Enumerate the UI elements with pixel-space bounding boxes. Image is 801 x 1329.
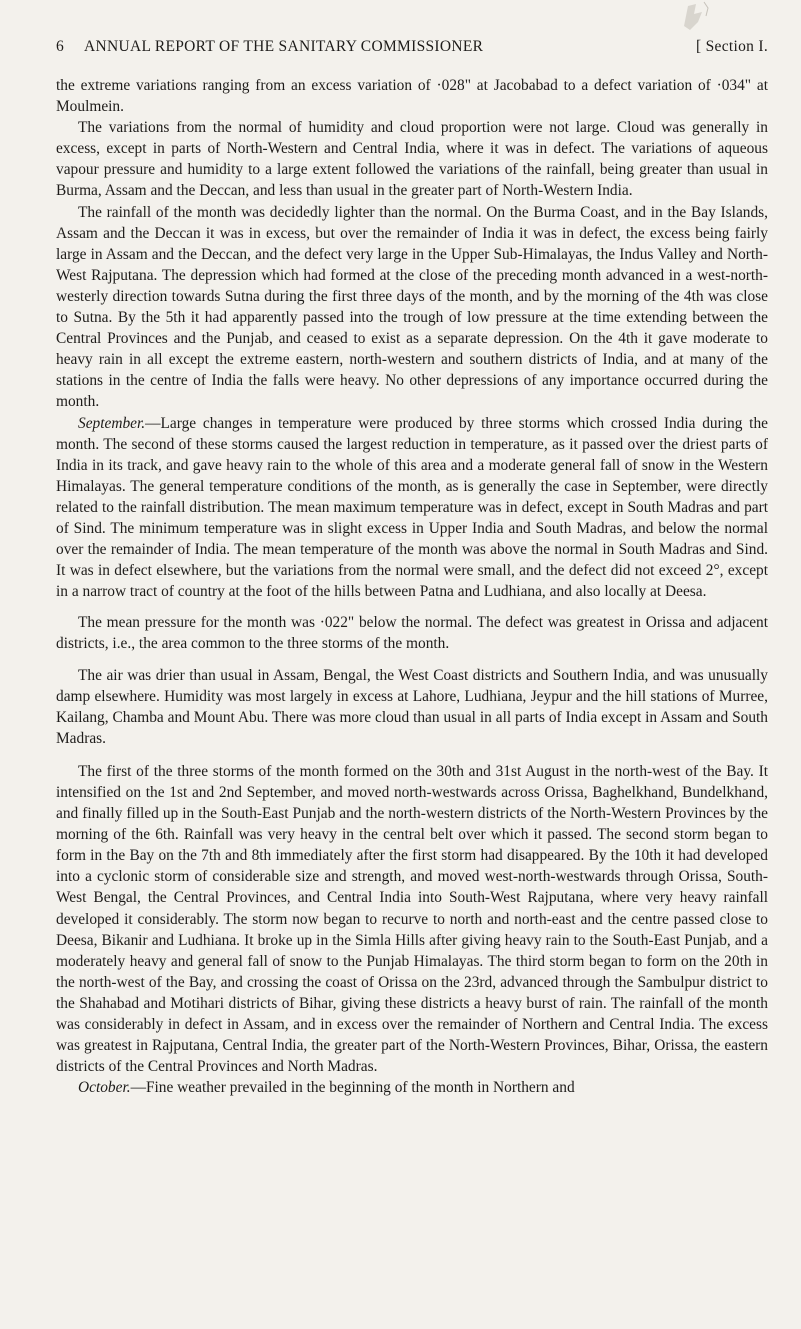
section-label: [ Section I. bbox=[695, 38, 768, 55]
paragraph: the extreme variations ranging from an excess variation of ·028" at Jacobabad to a defect variation of ·034" at Moulmein. bbox=[56, 77, 768, 116]
body-text bbox=[56, 75, 768, 1098]
month-heading: September. bbox=[78, 414, 146, 432]
paragraph: The rainfall of the month was decidedly lighter than the normal. On the Burma Coast, and in the Bay Islands, Assam and the Deccan it was in excess, but over the remainder of India it was in defect, the excess being fairly large in Assam and the Deccan, and the defect very large in the Upper Sub-Himalayas, the Indus Valley and North-West Rajputana. The depression which had formed at the close of the preceding month advanced in a west-north-westerly direction towards Sutna during the first three days of the month, and by the morning of the 4th was close to Sutna. By the 5th it had apparently passed into the trough of low pressure at the time extending between the Central Provinces and the Punjab, and ceased to exist as a separate depression. On the 4th it gave moderate to heavy rain in all except the extreme eastern, north-western and southern districts of India, and at many of the stations in the centre of India the falls were heavy. No other depressions of any importance occurred during the month. bbox=[56, 203, 768, 411]
page-header bbox=[56, 38, 768, 62]
month-heading: October. bbox=[78, 1079, 131, 1097]
page-number: 6 bbox=[56, 38, 65, 55]
paragraph: The mean pressure for the month was ·022" below the normal. The defect was greatest in Orissa and adjacent districts, i.e., the area common to the three storms of the month. bbox=[56, 614, 768, 653]
ink-smudge-icon bbox=[670, 0, 730, 40]
paragraph: September.—Large changes in temperature were produced by three storms which crossed India during the month. The second of these storms caused the largest reduction in temperature, as it passed over the driest parts of India in its track, and gave heavy rain to the whole of this area and a moderate general fall of snow in the Western Himalayas. The general temperature conditions of the month, as is generally the case in September, were directly related to the rainfall distribution. The mean maximum temperature was in defect, except in South Madras and part of Sind. The minimum temperature was in slight excess in Upper India and South Madras, and below the normal over the remainder of India. The mean temperature of the month was above the normal in South Madras and Sind. It was in defect elsewhere, but the variations from the normal were small, and the defect did not exceed 2°, except in a narrow tract of country at the foot of the hills between Patna and Ludhiana, and also locally at Deesa. bbox=[56, 414, 768, 601]
paragraph: The first of the three storms of the month formed on the 30th and 31st August in the north-west of the Bay. It intensified on the 1st and 2nd September, and moved north-westwards across Orissa, Baghelkhand, Bundelkhand, and finally filled up in the South-East Punjab and the north-western districts of the North-Western Provinces by the morning of the 6th. Rainfall was very heavy in the central belt over which it passed. The second storm began to form in the Bay on the 7th and 8th immediately after the first storm had disappeared. By the 10th it had developed into a cyclonic storm of considerable size and strength, and moved west-north-westwards through Orissa, South-West Bengal, the Central Provinces, and Central India into South-West Rajputana, where very heavy rainfall developed it considerably. The storm now began to recurve to north and north-east and the centre passed close to Deesa, Bikanir and Ludhiana. It broke up in the Simla Hills after giving heavy rain to the South-East Punjab, and a moderately heavy and general fall of snow to the Punjab Himalayas. The third storm began to form on the 20th in the north-west of the Bay, and crossing the coast of Orissa on the 23rd, advanced through the Sambulpur district to the Shahabad and Motihari districts of Bihar, giving these districts a heavy burst of rain. The rainfall of the month was considerably in defect in Assam, and in excess over the remainder of Northern and Central India. The excess was greatest in Rajputana, Central India, the greater part of the North-Western Provinces, Bihar, Orissa, the eastern districts of the Central Provinces and North Madras. bbox=[56, 762, 768, 1076]
report-title: ANNUAL REPORT OF THE SANITARY COMMISSIONER bbox=[84, 38, 484, 55]
paragraph: The air was drier than usual in Assam, Bengal, the West Coast districts and Southern India, and was unusually damp elsewhere. Humidity was most largely in excess at Lahore, Ludhiana, Jeypur and the hill stations of Murree, Kailang, Chamba and Mount Abu. There was more cloud than usual in all parts of India except in Assam and South Madras. bbox=[56, 666, 768, 747]
paragraph: October.—Fine weather prevailed in the beginning of the month in Northern and bbox=[78, 1079, 575, 1097]
paragraph: The variations from the normal of humidity and cloud proportion were not large. Cloud was generally in excess, except in parts of North-Western and Central India, where it was in defect. The variations of aqueous vapour pressure and humidity to a large extent followed the variations of the rainfall, being greater than usual in Burma, Assam and the Deccan, and less than usual in the greater part of North-Western India. bbox=[56, 119, 768, 200]
